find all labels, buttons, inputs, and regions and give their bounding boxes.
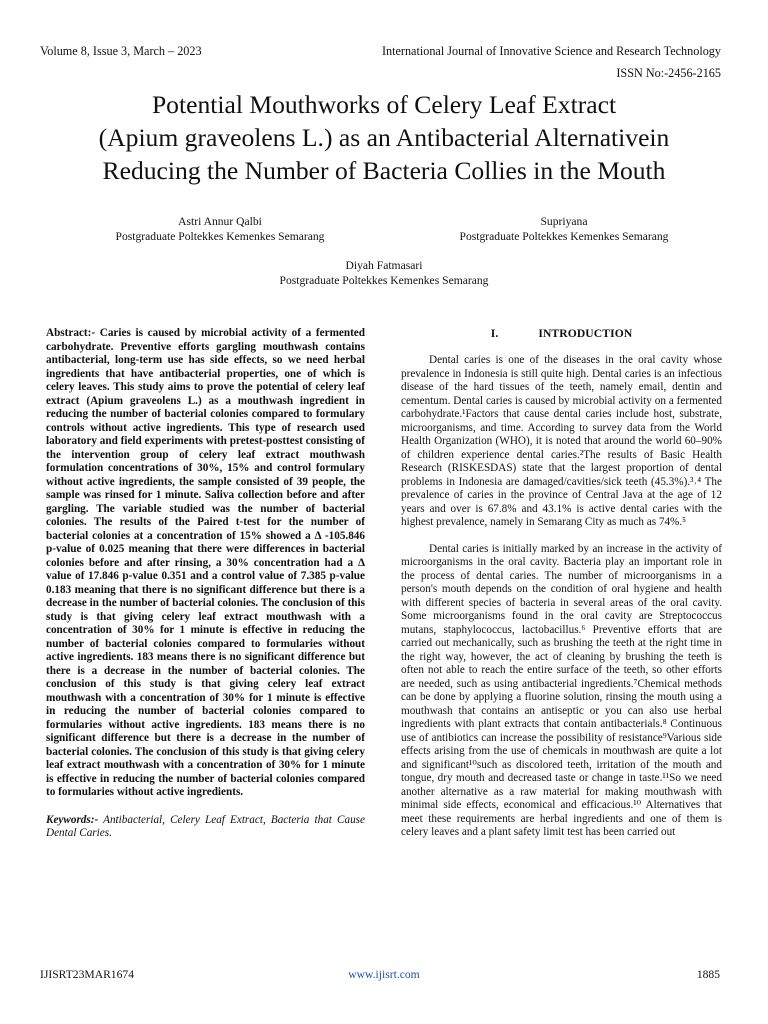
author-block-1 <box>60 214 380 244</box>
author-affiliation: Postgraduate Poltekkes Kemenkes Semarang <box>459 230 669 243</box>
journal-issn: ISSN No:-2456-2165 <box>616 66 721 80</box>
section-heading <box>401 327 722 340</box>
abstract: Abstract:- Caries is caused by microbial activity of a fermented carbohydrate. Preventive efforts gargling mouthwash contains antibacterial, long-term use has side effects, so we need herbal ingredients that have antibacterial properties, one of which is celery leaves. This study aims to prove the potential of celery leaf extract (Apium graveolens L.) as a mouthwash ingredient in reducing the number of bacterial colonies compared to formulary controls without active ingredients. This type of research used laboratory and field experiments with pretest-posttest consisting of the intervention group of celery leaf extract mouthwash formulation concentrations of 30%, 15% and control formulary without active ingredients, the sample consisted of 39 people, the sample was rinsed for 1 minute. Saliva collection before and after gargling. The variable studied was the number of bacterial colonies. The results of the Paired t-test for the number of bacterial colonies at a concentration of 15% showed a Δ -105.846 p-value of 0.025 meaning that there were differences in bacterial colonies before and after rinsing, a 30% concentration had a Δ value of 17.846 p-value 0.351 and a control value of 7.385 p-value 0.183 meaning that there is no significant difference but there is a decrease in the number of bacterial colonies. The conclusion of this study is that giving celery leaf extract mouthwash with a concentration of 30% for 1 minute is effective in reducing the number of bacterial colonies compared to formularies without active ingredients. 183 means there is no significant difference but there is a decrease in the number of bacterial colonies. The conclusion of this study is that giving celery leaf extract mouthwash with a concentration of 30% for 1 minute is effective in reducing the number of bacterial colonies compared to formularies without active ingredients. 183 means there is no significant difference but there is a decrease in the number of bacterial colonies. The conclusion of this study is that giving celery leaf extract mouthwash with a concentration of 30% for 1 minute is effective in reducing the number of bacterial colonies compared to formularies without active ingredients. <box>46 327 365 798</box>
footer-page-number: 1885 <box>696 968 720 981</box>
author-name: Astri Annur Qalbi <box>178 215 262 228</box>
footer-website-link[interactable]: www.ijisrt.com <box>348 968 420 981</box>
journal-volume-issue: Volume 8, Issue 3, March – 2023 <box>40 44 202 58</box>
journal-name: International Journal of Innovative Science and Research Technology <box>381 44 721 58</box>
author-name: Diyah Fatmasari <box>345 259 423 272</box>
footer-article-id: IJISRT23MAR1674 <box>40 968 134 981</box>
intro-paragraph-2: Dental caries is initially marked by an increase in the activity of microorganisms in the oral cavity. Bacteria play an important role in the process of dental caries. The number of microorganisms in a person's mouth depends on the condition of oral hygiene and health with different species of bacteria in several areas of the oral cavity. Some microorganisms found in the oral cavity are Streptococcus mutans, staphylococcus, lactobacillus.⁶ Preventive efforts that are carried out mechanically, such as brushing the teeth at the right time in the right way, however, the act of cleaning by brushing the teeth is often not able to reach the entire surface of the teeth, so other efforts are needed, such as using antibacterial ingredients.⁷Chemical methods can be done by applying a fluorine solution, rinsing the mouth using a mouthwash that contains an antiseptic or you can also use herbal ingredients with plant extracts that contain antibacterials.⁸ Continuous use of antibiotics can increase the possibility of resistance⁹Various side effects arising from the use of chemicals in mouthwash are quite a lot and significant¹⁰such as discolored teeth, irritation of the mouth and tongue, dry mouth and decreased taste or change in taste.¹¹So we need another alternative as a raw material for making mouthwash with minimal side effects, economical and efficacious.¹⁰ Alternatives that meet these requirements are herbal ingredients and one of them is celery leaves and a plant safety limit test has been carried out <box>401 542 722 838</box>
author-block-2 <box>404 214 724 244</box>
title-line-3: Reducing the Number of Bacteria Collies in the Mouth <box>102 156 666 185</box>
paper-title <box>34 88 734 187</box>
author-name: Supriyana <box>540 215 588 228</box>
keywords-label: Keywords:- <box>46 813 99 826</box>
title-line-2: (Apium graveolens L.) as an Antibacterial Alternativein <box>98 123 670 152</box>
author-affiliation: Postgraduate Poltekkes Kemenkes Semarang <box>115 230 325 243</box>
author-affiliation: Postgraduate Poltekkes Kemenkes Semarang <box>279 274 489 287</box>
intro-paragraph-1: Dental caries is one of the diseases in the oral cavity whose prevalence in Indonesia is still quite high. Dental caries is an infectious disease of the hard tissues of the teeth, namely email, dentin and cementum. Dental caries is caused by microbial activity on a fermented carbohydrate.¹Factors that cause dental caries include host, substrate, microorganisms, and time. According to survey data from the World Health Organization (WHO), it is noted that around the world 60–90% of children experience dental caries.²The results of Basic Health Research (RISKESDAS) state that the largest proportion of dental problems in Indonesia are damaged/cavities/sick teeth (45.3%).³˒⁴ The prevalence of caries in the province of Central Java at the age of 12 years and over is 67.8% and 43.1% is active dental caries with the highest prevalence, namely in Semarang City as much as 74%.⁵ <box>401 354 722 528</box>
keywords-text: Antibacterial, Celery Leaf Extract, Bacteria that Cause Dental Caries. <box>46 813 365 839</box>
author-block-3 <box>224 258 544 288</box>
keywords <box>46 814 365 841</box>
title-line-1: Potential Mouthworks of Celery Leaf Extract <box>151 90 617 119</box>
section-number: I. <box>490 327 499 340</box>
section-title: INTRODUCTION <box>538 327 633 340</box>
right-column <box>401 327 722 840</box>
left-column <box>46 327 365 841</box>
